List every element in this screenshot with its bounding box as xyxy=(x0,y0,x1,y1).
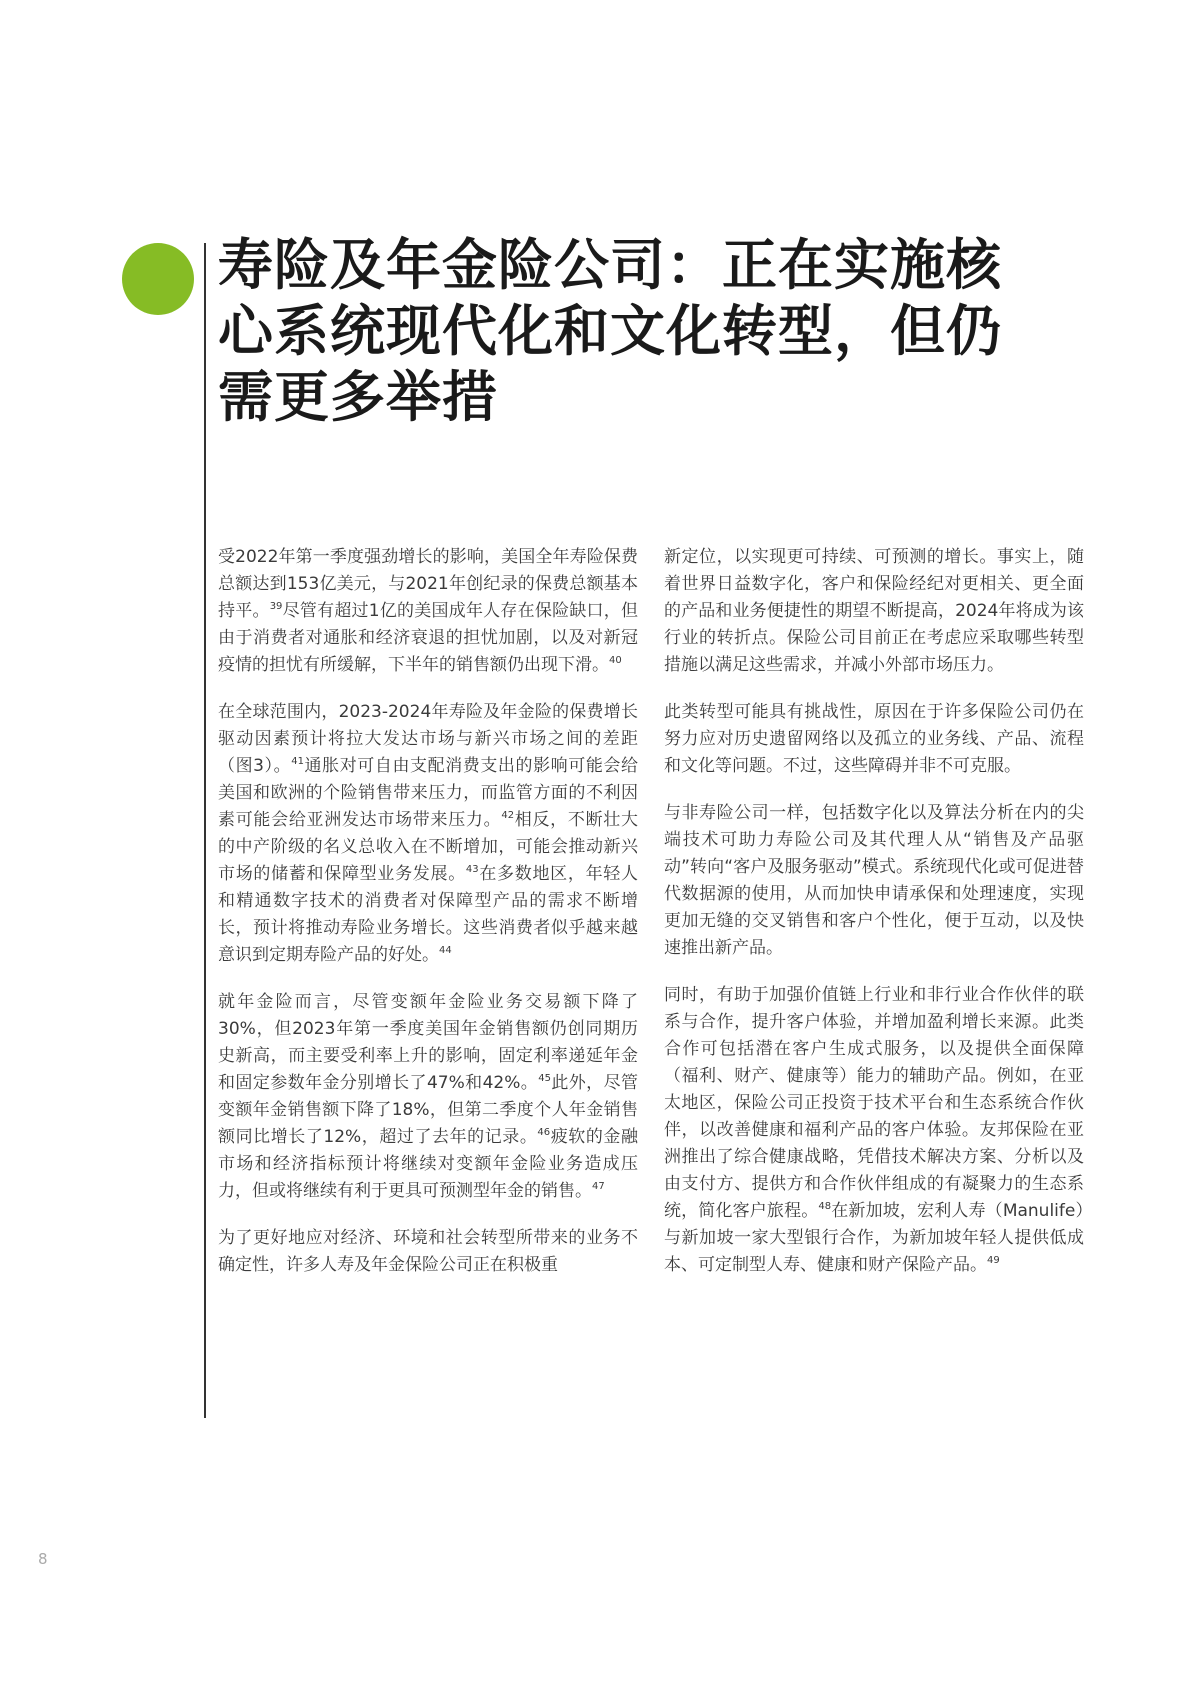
paragraph-text: 尽管有超过1亿的美国成年人存在保险缺口，但由于消费者对通胀和经济衰退的担忧加剧，以及对新冠疫情的担忧有所缓解，下半年的销售额仍出现下滑。 xyxy=(218,601,638,675)
footnote-ref: 49 xyxy=(987,1255,1000,1266)
footnote-ref: 40 xyxy=(609,655,622,666)
paragraph-text: 新定位，以实现更可持续、可预测的增长。事实上，随着世界日益数字化，客户和保险经纪对更相关、更全面的产品和业务便捷性的期望不断提高，2024年将成为该行业的转折点。保险公司目前正在考虑应采取哪些转型措施以满足这些需求，并减小外部市场压力。 xyxy=(664,547,1084,675)
green-accent-dot-icon xyxy=(122,243,194,315)
body-paragraph xyxy=(664,800,1084,962)
body-paragraph xyxy=(218,989,638,1205)
body-paragraph xyxy=(218,544,638,679)
footnote-ref: 48 xyxy=(818,1201,832,1212)
paragraph-text: 同时，有助于加强价值链上行业和非行业合作伙伴的联系与合作，提升客户体验，并增加盈利增长来源。此类合作可包括潜在客户生成式服务，以及提供全面保障（福利、财产、健康等）能力的辅助产品。例如，在亚太地区，保险公司正投资于技术平台和生态系统合作伙伴，以改善健康和福利产品的客户体验。友邦保险在亚洲推出了综合健康战略，凭借技术解决方案、分析以及由支付方、提供方和合作伙伴组成的有凝聚力的生态系统，简化客户旅程。 xyxy=(664,985,1084,1221)
body-paragraph xyxy=(664,982,1084,1279)
paragraph-text: 与非寿险公司一样，包括数字化以及算法分析在内的尖端技术可助力寿险公司及其代理人从“销售及产品驱动”转向“客户及服务驱动”模式。系统现代化或可促进替代数据源的使用，从而加快申请承保和处理速度，实现更加无缝的交叉销售和客户个性化，便于互动，以及快速推出新产品。 xyxy=(664,803,1084,958)
section-title: 寿险及年金险公司：正在实施核心系统现代化和文化转型，但仍需更多举措 xyxy=(218,233,1003,429)
paragraph-text: 在全球范围内，2023-2024年寿险及年金险的保费增长驱动因素预计将拉大发达市场与新兴市场之间的差距（图3）。 xyxy=(218,702,638,776)
vertical-divider xyxy=(204,243,206,1418)
footnote-ref: 45 xyxy=(538,1073,551,1084)
footnote-ref: 42 xyxy=(501,810,515,821)
right-text-column xyxy=(664,544,1084,1299)
footnote-ref: 44 xyxy=(439,945,452,956)
footnote-ref: 43 xyxy=(465,864,479,875)
paragraph-text: 此类转型可能具有挑战性，原因在于许多保险公司仍在努力应对历史遗留网络以及孤立的业务线、产品、流程和文化等问题。不过，这些障碍并非不可克服。 xyxy=(664,702,1084,776)
paragraph-text: 在新加坡，宏利人寿（Manulife）与新加坡一家大型银行合作，为新加坡年轻人提供低成本、可定制型人寿、健康和财产保险产品。 xyxy=(664,1201,1084,1275)
body-paragraph xyxy=(218,1225,638,1279)
paragraph-text: 就年金险而言，尽管变额年金险业务交易额下降了30%，但2023年第一季度美国年金销售额仍创同期历史新高，而主要受利率上升的影响，固定利率递延年金和固定参数年金分别增长了47%和42%。 xyxy=(218,992,638,1093)
paragraph-text: 通胀对可自由支配消费支出的影响可能会给美国和欧洲的个险销售带来压力，而监管方面的不利因素可能会给亚洲发达市场带来压力。 xyxy=(218,756,639,830)
paragraph-text: 此外，尽管变额年金销售额下降了18%，但第二季度个人年金销售额同比增长了12%，超过了去年的记录。 xyxy=(218,1073,639,1147)
paragraph-text: 疲软的金融市场和经济指标预计将继续对变额年金险业务造成压力，但或将继续有利于更具可预测型年金的销售。 xyxy=(218,1127,638,1201)
paragraph-text: 受2022年第一季度强劲增长的影响，美国全年寿险保费总额达到153亿美元，与2021年创纪录的保费总额基本持平。 xyxy=(218,547,638,621)
paragraph-text: 为了更好地应对经济、环境和社会转型所带来的业务不确定性，许多人寿及年金保险公司正在积极重 xyxy=(218,1228,638,1275)
footnote-ref: 41 xyxy=(291,756,304,767)
body-paragraph xyxy=(664,544,1084,679)
page-number: 8 xyxy=(38,1550,48,1568)
footnote-ref: 39 xyxy=(269,601,283,612)
paragraph-text: 相反，不断壮大的中产阶级的名义总收入在不断增加，可能会推动新兴市场的储蓄和保障型业务发展。 xyxy=(218,810,639,884)
footnote-ref: 46 xyxy=(537,1127,551,1138)
left-text-column xyxy=(218,544,638,1299)
body-paragraph xyxy=(664,699,1084,780)
paragraph-text: 在多数地区，年轻人和精通数字技术的消费者对保障型产品的需求不断增长，预计将推动寿险业务增长。这些消费者似乎越来越意识到定期寿险产品的好处。 xyxy=(218,864,639,965)
body-paragraph xyxy=(218,699,638,969)
footnote-ref: 47 xyxy=(592,1181,605,1192)
